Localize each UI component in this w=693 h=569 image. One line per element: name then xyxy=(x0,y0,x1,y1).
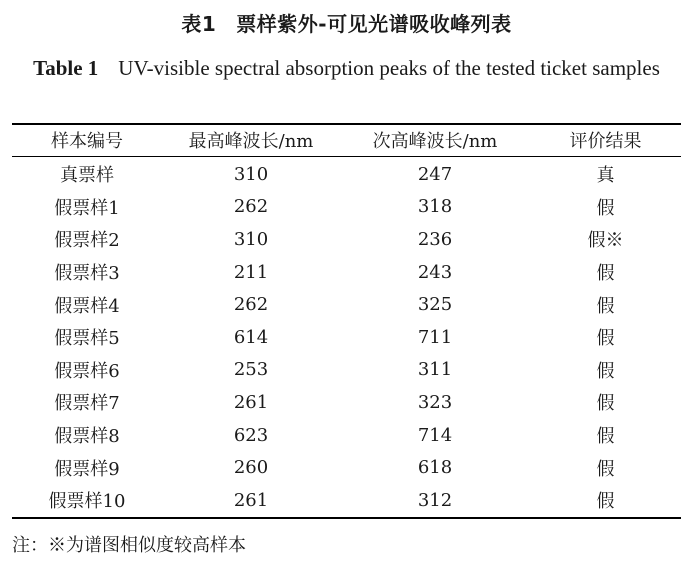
cell-result: 假 xyxy=(596,426,615,448)
cell-peak2: 312 xyxy=(417,489,453,511)
table-row xyxy=(12,256,681,289)
cell-peak1: 211 xyxy=(233,261,269,283)
cell-peak2: 711 xyxy=(417,326,453,348)
column-header-peak2: 次高峰波长/nm xyxy=(372,131,498,152)
cell-sample-id: 假票样7 xyxy=(54,393,120,415)
cell-peak1: 260 xyxy=(233,457,269,479)
cell-sample-id: 假票样8 xyxy=(54,426,120,448)
column-header-peak1: 最高峰波长/nm xyxy=(188,131,314,152)
cell-result: 假 xyxy=(596,328,615,350)
table-row xyxy=(12,288,681,321)
cell-sample-id: 假票样3 xyxy=(54,263,120,285)
table-number-cn: 表1 xyxy=(181,12,217,36)
cell-sample-id: 假票样10 xyxy=(48,491,126,513)
table-row xyxy=(12,321,681,354)
cell-peak2: 318 xyxy=(417,196,453,218)
cell-peak1: 614 xyxy=(233,326,269,348)
cell-peak1: 262 xyxy=(233,294,269,316)
table-caption-en: UV-visible spectral absorption peaks of the tested ticket samples xyxy=(118,56,660,80)
cell-peak1: 623 xyxy=(233,424,269,446)
cell-result: 假 xyxy=(596,295,615,317)
column-header-sample-id: 样本编号 xyxy=(51,131,123,152)
table-row xyxy=(12,484,681,517)
cell-result: 假 xyxy=(596,263,615,285)
cell-peak2: 714 xyxy=(417,424,453,446)
cell-sample-id: 真票样 xyxy=(60,165,114,187)
table-row xyxy=(12,386,681,419)
cell-peak2: 243 xyxy=(417,261,453,283)
table-row xyxy=(12,354,681,387)
data-table xyxy=(12,158,681,517)
cell-result: 假※ xyxy=(587,230,624,252)
cell-peak2: 247 xyxy=(417,163,453,185)
cell-sample-id: 假票样5 xyxy=(54,328,120,350)
cell-peak1: 261 xyxy=(233,489,269,511)
cell-peak1: 262 xyxy=(233,196,269,218)
table-title-en xyxy=(0,52,693,84)
bottom-rule xyxy=(12,517,681,519)
cell-peak2: 618 xyxy=(417,457,453,479)
cell-peak2: 323 xyxy=(417,391,453,413)
cell-sample-id: 假票样1 xyxy=(54,197,120,219)
cell-result: 假 xyxy=(596,360,615,382)
cell-result: 假 xyxy=(596,393,615,415)
cell-sample-id: 假票样2 xyxy=(54,230,120,252)
cell-result: 假 xyxy=(596,491,615,513)
cell-peak1: 310 xyxy=(233,163,269,185)
cell-result: 假 xyxy=(596,197,615,219)
table-footnote: 注：※为谱图相似度较高样本 xyxy=(12,535,246,556)
cell-peak2: 311 xyxy=(417,359,453,381)
cell-peak1: 310 xyxy=(233,228,269,250)
cell-result: 真 xyxy=(596,165,615,187)
table-number-en: Table 1 xyxy=(33,56,99,80)
column-header-result: 评价结果 xyxy=(569,131,642,152)
table-row xyxy=(12,158,681,191)
table-header xyxy=(12,125,681,155)
cell-peak1: 261 xyxy=(233,391,269,413)
header-row xyxy=(12,125,681,155)
cell-peak2: 236 xyxy=(417,228,453,250)
cell-peak1: 253 xyxy=(233,359,269,381)
cell-sample-id: 假票样6 xyxy=(54,360,120,382)
table-title-cn xyxy=(0,10,693,38)
table-row xyxy=(12,451,681,484)
table-row xyxy=(12,191,681,224)
table-body xyxy=(12,158,681,517)
table-row xyxy=(12,419,681,452)
table-row xyxy=(12,223,681,256)
cell-sample-id: 假票样9 xyxy=(54,458,120,480)
cell-peak2: 325 xyxy=(417,294,453,316)
table-caption-cn: 票样紫外-可见光谱吸收峰列表 xyxy=(236,12,512,36)
cell-result: 假 xyxy=(596,458,615,480)
header-rule xyxy=(12,156,681,157)
cell-sample-id: 假票样4 xyxy=(54,295,120,317)
